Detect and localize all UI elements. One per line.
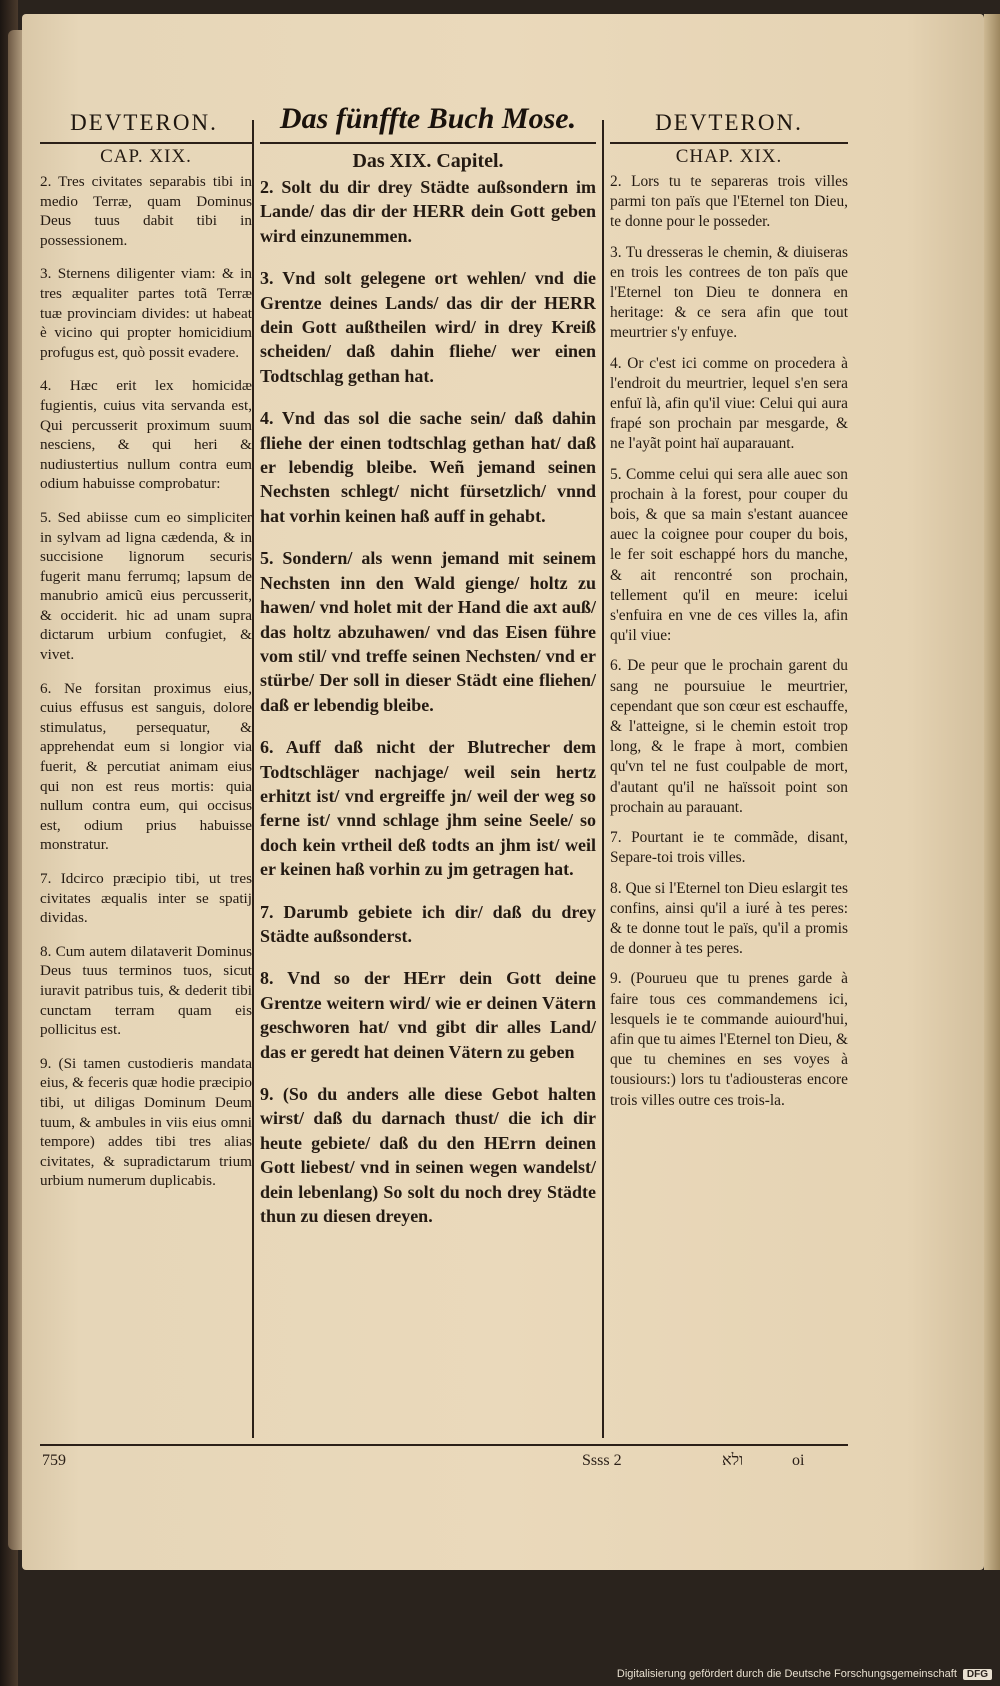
french-chapter-heading: CHAP. XIX. xyxy=(675,146,783,167)
german-verse: 9. (So du anders alle diese Gebot halten wirst/ daß du darnach thust/ die ich dir heute gebiete/ daß du den HErrn deinen Gott liebest/ vnd in seinen wegen wandelst/ dein lebenlang) So solt du noch drey Städte thun zu diesen dreyen. xyxy=(260,1084,596,1227)
french-verse: 9. (Pourueu que tu prenes garde à faire tous ces commandemens ici, lesquels ie te commande auiourd'hui, afin que tu aimes l'Eternel ton Dieu, & que tu chemines en ses voyes à tousiours:) lors tu t'adiousteras encore trois villes outre ces trois-la. xyxy=(610,970,848,1109)
running-head-left: DEVTERON. xyxy=(70,110,218,135)
latin-verse: 5. Sed abiisse cum eo simpliciter in sylvam ad ligna cædenda, & in succisione lignorum securis fugerit manu ferrumq; lapsum de manubrio amicũ eius percusserit, & occiderit. hic ad unam supra dictarum urbium confugiet, & vivet. xyxy=(40,508,252,664)
german-verse: 2. Solt du dir drey Städte außsondern im Lande/ das dir der HERR dein Gott geben wird einzunemmen. xyxy=(260,177,596,246)
german-chapter-heading: Das XIX. Capitel. xyxy=(352,150,504,172)
digitization-text: Digitalisierung gefördert durch die Deutsche Forschungsgemeinschaft xyxy=(616,1668,957,1680)
french-verse: 5. Comme celui qui sera alle auec son prochain à la forest, pour couper du bois, & que sa main s'estant auancee auec la coignee pour couper du bois, le fer soit eschappé hors du manche, & ait rencontré son prochain, tellement qu'il en meure: icelui s'enfuira en vne de ces villes la, afin qu'il viue: xyxy=(610,465,848,645)
french-verse: 7. Pourtant ie te commãde, disant, Separe-toi trois villes. xyxy=(610,829,848,867)
page-stack-edge xyxy=(984,14,1000,1570)
catchword: oi xyxy=(792,1452,805,1469)
german-column xyxy=(260,112,596,1442)
german-verse: 8. Vnd so der HErr dein Gott deine Grentze weitern wird/ wie er deinen Vätern geschworen hat/ vnd gibt dir alles Land/ das er geredt hat deinen Vätern zu geben xyxy=(260,968,596,1062)
french-verse: 8. Que si l'Eternel ton Dieu eslargit tes confins, ainsi qu'il a iuré à tes peres: & te donne tout le païs, qu'il a promis de donner à tes peres. xyxy=(610,879,848,958)
running-head-middle: Das fünffte Buch Mose. xyxy=(279,102,577,135)
french-verse: 6. De peur que le prochain garent du sang ne poursuiue le meurtrier, cependant que son cœur est eschauffe, & l'atteigne, si le chemin estoit trop long, & le frape à mort, combien qu'vn tel ne fust coulpable de mort, d'autant qu'il ne haïssoit point son prochain au parauant. xyxy=(610,657,848,816)
latin-verse: 3. Sternens diligenter viam: & in tres æqualiter partes totã Terræ tuæ provinciam divides: ut habeat è vicino qui propter homicidium profugus est, quò possit evadere. xyxy=(40,265,252,361)
latin-verse: 2. Tres civitates separabis tibi in medio Terræ, quam Dominus Deus tuus dabit tibi in possessionem. xyxy=(40,173,252,249)
latin-verse: 4. Hæc erit lex homicidæ fugientis, cuius vita servanda est, Qui percusserit proximum suum nesciens, & qui heri & nudiustertius nullum contra eum odium habuisse comprobatur: xyxy=(40,377,252,493)
latin-verse: 7. Idcirco præcipio tibi, ut tres civitates æqualis inter se spatij dividas. xyxy=(40,870,252,927)
german-verse: 5. Sondern/ als wenn jemand mit seinem Nechsten inn den Wald gienge/ holtz zu hawen/ vnd holet mit der Hand die axt auß/ das holtz abzuhawen/ vnd das Eisen führe vom stil/ vnd treffe seinen Nechsten/ vnd er stürbe/ Der soll in dieser Städt eine fliehen/ daß er lebendig bleibe. xyxy=(260,548,596,715)
digitization-notice xyxy=(617,1668,992,1680)
french-verse: 4. Or c'est ici comme on procedera à l'endroit du meurtrier, lequel s'en sera enfuï là, afin qu'il viue: Celui qui aura frapé son prochain par mesgarde, & ne l'ayãt point haï auparauant. xyxy=(610,354,848,453)
french-verse: 3. Tu dresseras le chemin, & diuiseras en trois les contrees de ton païs que l'Eternel ton Dieu te donnera en heritage: & ce sera afin que tout meurtrier s'y enfuye. xyxy=(610,243,848,342)
running-head-right: DEVTERON. xyxy=(655,110,803,135)
footer-rule xyxy=(40,1444,848,1446)
column-divider-1 xyxy=(252,120,254,1438)
german-verse: 7. Darumb gebiete ich dir/ daß du drey Städte außsonderst. xyxy=(260,901,596,946)
french-column xyxy=(610,112,848,1442)
page-number: 759 xyxy=(42,1452,66,1469)
german-verse: 4. Vnd das sol die sache sein/ daß dahin fliehe der einen todtschlag gethan hat/ daß er lebendig bleibe. Weñ jemand seinen Nechsten schlegt/ nicht fürsetzlich/ vnnd hat vorhin keinen haß auff in gehabt. xyxy=(260,408,596,526)
dfg-logo: DFG xyxy=(963,1669,992,1680)
latin-verse: 8. Cum autem dilataverit Dominus Deus tuus terminos tuos, sicut iuravit patribus tuis, & dederit tibi cunctam terram quam eis pollicitus est. xyxy=(40,942,252,1039)
latin-column xyxy=(40,112,252,1442)
signature-mark: Ssss 2 xyxy=(582,1452,622,1469)
book-page xyxy=(22,14,984,1570)
german-verse: 6. Auff daß nicht der Blutrecher dem Todtschläger nachjage/ weil sein hertz erhitzt ist/ vnd ergreiffe jn/ weil der weg so ferne ist/ vnnd schlage jhm seine Seele/ so doch kein vrtheil deß todts an jhm ist/ weil er keinen haß vorhin zu jm getragen hat. xyxy=(260,737,596,880)
german-verse: 3. Vnd solt gelegene ort wehlen/ vnd die Grentze deines Lands/ das dir der HERR dein Gott außtheilen wird/ in drey Kreiß scheiden/ daß dahin fliehe/ wer einen Todtschlag gethan hat. xyxy=(260,268,596,386)
latin-verse: 9. (Si tamen custodieris mandata eius, & feceris quæ hodie præcipio tibi, ut diligas Dominum Deum tuum, & ambules in viis eius omni tempore) addes tibi tres alias civitates, & supradictarum trium urbium numerum duplicabis. xyxy=(40,1054,252,1190)
latin-verse: 6. Ne forsitan proximus eius, cuius effusus est sanguis, dolore stimulatus, persequatur, & apprehendat eum si longior via fuerit, & percutiat animam eius qui non est reus mortis: quia nullum contra eum, qui occisus est, odium prius habuisse monstratur. xyxy=(40,679,252,854)
column-divider-2 xyxy=(602,120,604,1438)
french-verse: 2. Lors tu te separeras trois villes parmi ton païs que l'Eternel ton Dieu, te donne pour le posseder. xyxy=(610,173,848,231)
latin-chapter-heading: CAP. XIX. xyxy=(100,146,192,167)
hebrew-catchword: ולא xyxy=(722,1452,744,1469)
